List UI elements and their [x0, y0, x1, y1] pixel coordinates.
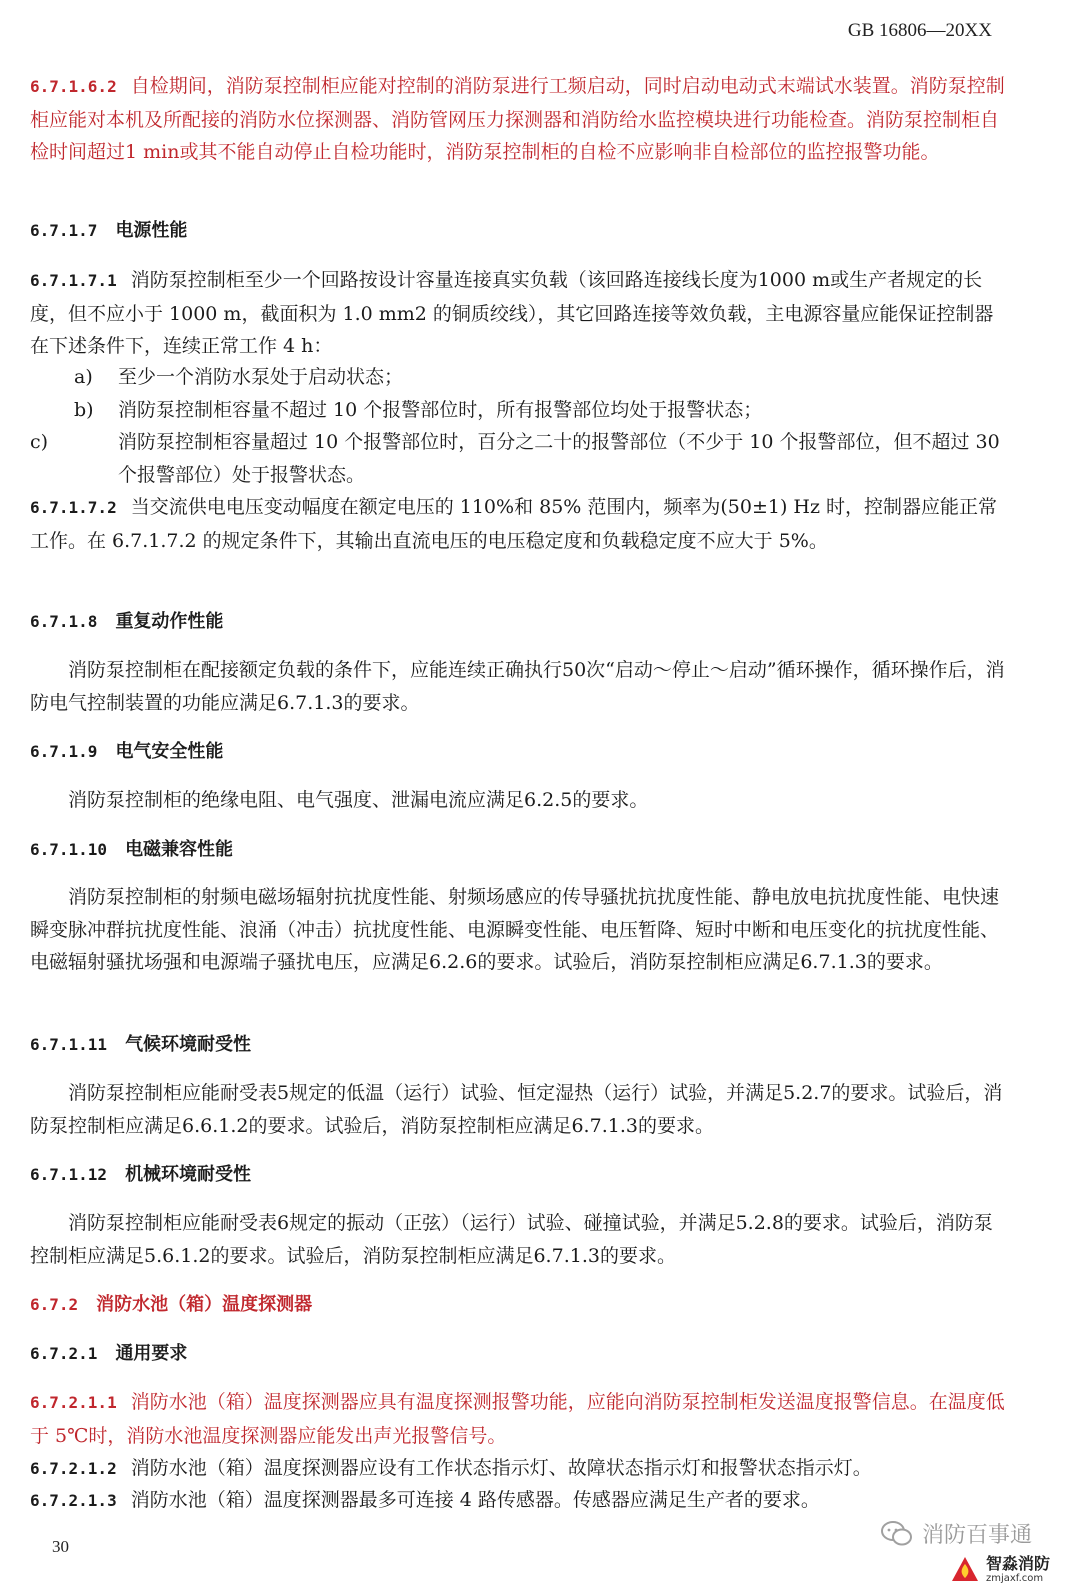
clause-text: 消防泵控制柜至少一个回路按设计容量连接真实负载（该回路连接线长度为1000 m或生产者规定的长度，但不应小于 1000 m，截面积为 1.0 mm2 的铜质绞线），其它回路连接等效负载，主电源容量应能保证控制器在下述条件下，连续正常工作 4 h： [30, 269, 994, 357]
flame-logo-icon [950, 1555, 980, 1585]
paragraph-6-7-1-8: 消防泵控制柜在配接额定负载的条件下，应能连续正确执行50次“启动～停止～启动”循环操作，循环操作后，消防电气控制装置的功能应满足6.7.1.3的要求。 [30, 659, 1005, 714]
heading-title: 消防水池（箱）温度探测器 [96, 1294, 313, 1315]
clause-text: 消防水池（箱）温度探测器应具有温度探测报警功能，应能向消防泵控制柜发送温度报警信息。在温度低于 5℃时，消防水池温度探测器应能发出声光报警信号。 [30, 1391, 1005, 1447]
clause-text: 自检期间，消防泵控制柜应能对控制的消防泵进行工频启动，同时启动电动式末端试水装置。消防泵控制柜应能对本机及所配接的消防水位探测器、消防管网压力探测器和消防给水监控模块进行功能检查。消防泵控制柜自检时间超过1 min或其不能自动停止自检功能时，消防泵控制柜的自检不应影响非自检部位的监控报警功能。 [30, 75, 1005, 163]
list-item-a [74, 361, 1010, 394]
clause-6-7-2-1-3 [30, 1484, 1010, 1518]
heading-number: 6.7.1.12 [30, 1165, 108, 1184]
clause-6-7-1-7-1 [30, 264, 1010, 363]
heading-title: 气候环境耐受性 [125, 1034, 252, 1055]
paragraph-6-7-1-12: 消防泵控制柜应能耐受表6规定的振动（正弦）（运行）试验、碰撞试验，并满足5.2.8的要求。试验后，消防泵控制柜应满足5.6.1.2的要求。试验后，消防泵控制柜应满足6.7.1.3的要求。 [30, 1212, 993, 1267]
page-number: 30 [52, 1537, 69, 1556]
clause-text: 消防水池（箱）温度探测器最多可连接 4 路传感器。传感器应满足生产者的要求。 [130, 1489, 820, 1511]
paragraph-6-7-1-9: 消防泵控制柜的绝缘电阻、电气强度、泄漏电流应满足6.2.5的要求。 [68, 789, 649, 811]
heading-number: 6.7.1.7 [30, 221, 98, 240]
list-label: b) [74, 399, 94, 421]
heading-6-7-1-10 [30, 834, 1010, 867]
list-label: c) [30, 431, 49, 453]
heading-6-7-1-8 [30, 606, 1010, 639]
heading-number: 6.7.1.9 [30, 742, 98, 761]
paragraph-6-7-1-11: 消防泵控制柜应能耐受表5规定的低温（运行）试验、恒定湿热（运行）试验，并满足5.2.7的要求。试验后，消防泵控制柜应满足6.6.1.2的要求。试验后，消防泵控制柜应满足6.7.1.3的要求。 [30, 1082, 1003, 1137]
clause-number: 6.7.2.1.3 [30, 1491, 117, 1510]
clause-number: 6.7.2.1.1 [30, 1393, 117, 1412]
standard-number: GB 16806—20XX [847, 20, 992, 41]
list-item-b [74, 394, 1010, 427]
heading-title: 电磁兼容性能 [125, 839, 234, 860]
heading-6-7-1-9 [30, 736, 1010, 769]
heading-title: 机械环境耐受性 [125, 1164, 252, 1185]
logo-title: 智淼消防 [985, 1554, 1050, 1573]
clause-6-7-1-6-2 [30, 70, 1010, 169]
heading-number: 6.7.1.10 [30, 840, 108, 859]
heading-6-7-2 [30, 1289, 1010, 1322]
clause-number: 6.7.2.1.2 [30, 1459, 117, 1478]
heading-title: 重复动作性能 [115, 611, 224, 632]
clause-6-7-2-1-1 [30, 1386, 1010, 1452]
clause-number: 6.7.1.7.2 [30, 498, 117, 517]
list-text: 消防泵控制柜容量超过 10 个报警部位时，百分之二十的报警部位（不少于 10 个报警部位，但不超过 30 个报警部位）处于报警状态。 [118, 431, 1000, 486]
list-text: 至少一个消防水泵处于启动状态； [118, 366, 404, 388]
heading-6-7-1-7 [30, 215, 1010, 248]
list-label: a) [74, 366, 93, 388]
heading-number: 6.7.1.8 [30, 612, 98, 631]
site-logo [950, 1555, 1050, 1585]
heading-6-7-2-1 [30, 1338, 1010, 1371]
heading-number: 6.7.2.1 [30, 1344, 98, 1363]
heading-6-7-1-12 [30, 1159, 1010, 1192]
clause-text: 当交流供电电压变动幅度在额定电压的 110%和 85% 范围内，频率为(50±1) Hz 时，控制器应能正常工作。在 6.7.1.7.2 的规定条件下，其输出直流电压的电压稳定度和负载稳定度不应大于 5%。 [30, 496, 998, 552]
clause-6-7-1-7-2 [30, 491, 1010, 557]
heading-title: 电气安全性能 [115, 741, 224, 762]
heading-title: 通用要求 [115, 1343, 188, 1364]
list-item-c [30, 426, 1010, 491]
heading-number: 6.7.1.11 [30, 1035, 108, 1054]
list-text: 消防泵控制柜容量不超过 10 个报警部位时，所有报警部位均处于报警状态； [118, 399, 763, 421]
clause-number: 6.7.1.7.1 [30, 271, 117, 290]
logo-url: zmjaxf.com [985, 1573, 1044, 1584]
chat-bubble-icon [880, 1520, 914, 1548]
heading-number: 6.7.2 [30, 1295, 79, 1314]
clause-number: 6.7.1.6.2 [30, 77, 117, 96]
watermark [880, 1518, 1032, 1549]
paragraph-6-7-1-10: 消防泵控制柜的射频电磁场辐射抗扰度性能、射频场感应的传导骚扰抗扰度性能、静电放电抗扰度性能、电快速瞬变脉冲群抗扰度性能、浪涌（冲击）抗扰度性能、电源瞬变性能、电压暂降、短时中断和电压变化的抗扰度性能、电磁辐射骚扰场强和电源端子骚扰电压，应满足6.2.6的要求。试验后，消防泵控制柜应满足6.7.1.3的要求。 [30, 886, 1000, 973]
watermark-text: 消防百事通 [921, 1523, 1032, 1548]
clause-6-7-2-1-2 [30, 1452, 1010, 1486]
heading-title: 电源性能 [115, 220, 188, 241]
heading-6-7-1-11 [30, 1029, 1010, 1062]
clause-text: 消防水池（箱）温度探测器应设有工作状态指示灯、故障状态指示灯和报警状态指示灯。 [130, 1457, 872, 1479]
